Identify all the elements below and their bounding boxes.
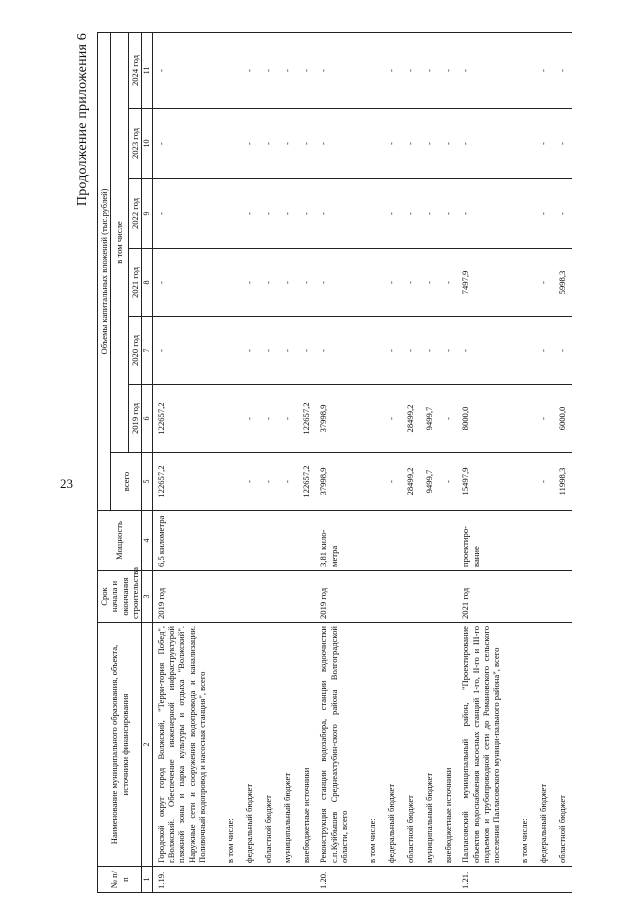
empty-cell (438, 867, 457, 893)
column-number: 7 (142, 317, 153, 385)
funding-row (419, 32, 438, 892)
spacer-cell (350, 317, 362, 385)
funding-row (438, 32, 457, 892)
spacer-cell (503, 317, 515, 385)
funding-year-value: - (553, 109, 572, 179)
funding-year-value: - (400, 317, 419, 385)
capital-investment-table (97, 32, 572, 893)
rotated-table-area (75, 33, 635, 893)
funding-year-value: - (239, 179, 258, 249)
table-body (152, 32, 571, 892)
funding-year-value: - (277, 249, 296, 317)
empty-cell (553, 511, 572, 571)
column-number: 8 (142, 249, 153, 317)
funding-year-value (515, 32, 534, 108)
empty-cell (296, 511, 315, 571)
funding-total (362, 453, 381, 511)
funding-total: 122657,2 (296, 453, 315, 511)
object-year-value: - (152, 179, 208, 249)
funding-year-value: - (258, 179, 277, 249)
table-header (98, 32, 153, 892)
funding-year-value (362, 32, 381, 108)
empty-cell (381, 511, 400, 571)
funding-source: федеральный бюджет (534, 623, 553, 867)
empty-cell (239, 867, 258, 893)
spacer-cell (503, 249, 515, 317)
object-row (152, 32, 208, 892)
spacer-cell (208, 511, 220, 571)
funding-year-value: - (438, 385, 457, 453)
object-row (315, 32, 350, 892)
object-year-value: - (315, 109, 350, 179)
empty-cell (534, 511, 553, 571)
object-dates: 2019 год (315, 571, 350, 623)
funding-row (362, 32, 381, 892)
funding-year-value (515, 385, 534, 453)
object-year-value: 122657,2 (152, 385, 208, 453)
funding-year-value: - (296, 109, 315, 179)
funding-year-value: - (400, 32, 419, 108)
spacer-cell (503, 109, 515, 179)
empty-cell (258, 867, 277, 893)
spacer-cell (350, 571, 362, 623)
funding-year-value: - (381, 109, 400, 179)
funding-year-value: - (534, 385, 553, 453)
object-year-value: - (457, 109, 502, 179)
funding-year-value (362, 385, 381, 453)
funding-year-value (515, 317, 534, 385)
spacer-cell (208, 317, 220, 385)
spacer-cell (208, 32, 220, 108)
column-number: 3 (142, 571, 153, 623)
funding-row (381, 32, 400, 892)
funding-year-value: - (239, 317, 258, 385)
funding-year-value: - (534, 109, 553, 179)
empty-cell (419, 511, 438, 571)
funding-row (258, 32, 277, 892)
funding-year-value: - (400, 249, 419, 317)
funding-total: - (534, 453, 553, 511)
funding-source: муниципальный бюджет (419, 623, 438, 867)
funding-year-value: - (400, 109, 419, 179)
funding-total: 9499,7 (419, 453, 438, 511)
funding-year-value: - (239, 249, 258, 317)
empty-cell (220, 571, 239, 623)
object-year-value: - (152, 317, 208, 385)
object-year-value: - (315, 317, 350, 385)
header-number: № п/п (98, 867, 142, 893)
object-year-value: - (152, 109, 208, 179)
funding-year-value: - (296, 317, 315, 385)
funding-year-value: - (553, 32, 572, 108)
spacer-cell (350, 385, 362, 453)
empty-cell (515, 511, 534, 571)
funding-total: 28499,2 (400, 453, 419, 511)
column-number: 4 (142, 511, 153, 571)
empty-cell (277, 571, 296, 623)
header-year: 2024 год (128, 32, 141, 108)
empty-cell (362, 511, 381, 571)
funding-year-value (362, 109, 381, 179)
empty-cell (515, 867, 534, 893)
column-number: 9 (142, 179, 153, 249)
funding-source: областной бюджет (400, 623, 419, 867)
object-year-value: 7497,9 (457, 249, 502, 317)
funding-source: в том числе: (515, 623, 534, 867)
funding-year-value: 6000,0 (553, 385, 572, 453)
funding-year-value: - (438, 109, 457, 179)
object-year-value: - (315, 32, 350, 108)
funding-year-value (220, 109, 239, 179)
header-capacity: Мощность (98, 511, 142, 571)
spacer-cell (350, 109, 362, 179)
funding-year-value: - (534, 32, 553, 108)
funding-year-value: - (553, 317, 572, 385)
object-number: 1.19. (152, 867, 208, 893)
funding-year-value: - (534, 249, 553, 317)
object-year-value: - (457, 179, 502, 249)
object-year-value: - (152, 249, 208, 317)
column-number: 5 (142, 453, 153, 511)
spacer-cell (350, 453, 362, 511)
object-year-value: - (315, 249, 350, 317)
funding-year-value: - (381, 317, 400, 385)
funding-year-value (362, 317, 381, 385)
object-number: 1.21. (457, 867, 502, 893)
funding-total: - (277, 453, 296, 511)
funding-year-value (220, 249, 239, 317)
empty-cell (296, 867, 315, 893)
funding-year-value: - (438, 249, 457, 317)
funding-source: внебюджетные источники (296, 623, 315, 867)
spacer-cell (503, 623, 515, 867)
empty-cell (400, 511, 419, 571)
spacer-cell (503, 571, 515, 623)
empty-cell (362, 867, 381, 893)
empty-cell (239, 571, 258, 623)
funding-row (239, 32, 258, 892)
spacer-cell (350, 249, 362, 317)
funding-year-value: - (239, 32, 258, 108)
funding-total: - (258, 453, 277, 511)
funding-year-value (220, 32, 239, 108)
funding-source: областной бюджет (258, 623, 277, 867)
funding-year-value: - (296, 32, 315, 108)
object-row (457, 32, 502, 892)
funding-year-value: - (419, 249, 438, 317)
object-total: 37998,9 (315, 453, 350, 511)
empty-cell (515, 571, 534, 623)
funding-total: - (381, 453, 400, 511)
funding-source: в том числе: (220, 623, 239, 867)
funding-year-value: - (553, 179, 572, 249)
funding-source: федеральный бюджет (381, 623, 400, 867)
object-year-value: 37998,9 (315, 385, 350, 453)
funding-year-value (220, 179, 239, 249)
object-capacity: 6,5 километра (152, 511, 208, 571)
funding-total: 11998,3 (553, 453, 572, 511)
funding-year-value: - (277, 109, 296, 179)
funding-year-value: - (381, 249, 400, 317)
continuation-title: Продолжение приложения 6 (75, 33, 90, 207)
funding-row (277, 32, 296, 892)
funding-year-value: - (258, 32, 277, 108)
spacer-cell (350, 32, 362, 108)
spacer-cell (503, 867, 515, 893)
funding-total (515, 453, 534, 511)
header-year: 2021 год (128, 249, 141, 317)
funding-row (220, 32, 239, 892)
column-number: 11 (142, 32, 153, 108)
empty-cell (220, 867, 239, 893)
funding-row (553, 32, 572, 892)
object-name: Реконструкция станции водозабора, станции водоочистки с.п.Куйбышев Среднеахтубин-ского района Волгоградской области, всего (315, 623, 350, 867)
funding-source: муниципальный бюджет (277, 623, 296, 867)
funding-year-value: 9499,7 (419, 385, 438, 453)
funding-year-value (515, 249, 534, 317)
spacer-row (350, 32, 362, 892)
spacer-cell (208, 453, 220, 511)
funding-year-value: - (419, 109, 438, 179)
funding-year-value (362, 249, 381, 317)
object-name: Палласовский муниципальный район, "Проектирование объектов водоснабжения насосных станций 1-го, II-го и III-го подъемов и трубопроводной сети до Романовского сельского поселения Палласовского муници-пального района", всего (457, 623, 502, 867)
spacer-cell (208, 385, 220, 453)
funding-source: в том числе: (362, 623, 381, 867)
funding-year-value: - (438, 317, 457, 385)
empty-cell (258, 511, 277, 571)
funding-year-value: - (534, 179, 553, 249)
funding-year-value: - (381, 179, 400, 249)
empty-cell (438, 571, 457, 623)
object-capacity: проектиро-вание (457, 511, 502, 571)
empty-cell (381, 867, 400, 893)
object-total: 15497,9 (457, 453, 502, 511)
funding-year-value: 5998,3 (553, 249, 572, 317)
empty-cell (553, 571, 572, 623)
header-year: 2019 год (128, 385, 141, 453)
spacer-cell (503, 453, 515, 511)
header-name: Наименование муниципального образования, объекта, источники финансирования (98, 623, 142, 867)
object-capacity: 3,81 кило-метра (315, 511, 350, 571)
spacer-cell (208, 571, 220, 623)
spacer-cell (208, 623, 220, 867)
funding-year-value: - (296, 249, 315, 317)
funding-total: - (239, 453, 258, 511)
funding-source: областной бюджет (553, 623, 572, 867)
empty-cell (239, 511, 258, 571)
spacer-cell (503, 385, 515, 453)
funding-year-value: - (277, 32, 296, 108)
empty-cell (534, 571, 553, 623)
empty-cell (534, 867, 553, 893)
object-year-value: - (457, 317, 502, 385)
empty-cell (419, 867, 438, 893)
object-year-value: 8000,0 (457, 385, 502, 453)
column-number: 10 (142, 109, 153, 179)
empty-cell (400, 571, 419, 623)
funding-total: - (438, 453, 457, 511)
funding-year-value (362, 179, 381, 249)
object-number: 1.20. (315, 867, 350, 893)
empty-cell (553, 867, 572, 893)
spacer-cell (503, 179, 515, 249)
funding-year-value: - (296, 179, 315, 249)
object-name: Городской округ город Волжский, "Терри-тория Побед", г.Волжский. Обеспечение инженерной инфраструктурой пляжной зоны и парка культуры и отдыха "Волжский". Наружные сети и сооружения водопровода и канализации. Поливочный водопровод и насосная станция", всего (152, 623, 208, 867)
object-year-value: - (315, 179, 350, 249)
funding-year-value: - (419, 317, 438, 385)
funding-source: федеральный бюджет (239, 623, 258, 867)
funding-year-value: - (400, 179, 419, 249)
funding-total (220, 453, 239, 511)
empty-cell (438, 511, 457, 571)
empty-cell (381, 571, 400, 623)
funding-year-value: - (419, 32, 438, 108)
funding-year-value: - (258, 249, 277, 317)
funding-row (400, 32, 419, 892)
funding-year-value (220, 317, 239, 385)
empty-cell (400, 867, 419, 893)
funding-year-value: - (381, 385, 400, 453)
spacer-cell (350, 179, 362, 249)
page-number: 23 (60, 476, 73, 491)
column-number: 2 (142, 623, 153, 867)
column-number: 1 (142, 867, 153, 893)
funding-year-value: - (277, 317, 296, 385)
funding-row (296, 32, 315, 892)
empty-cell (419, 571, 438, 623)
spacer-cell (350, 511, 362, 571)
funding-year-value: - (381, 32, 400, 108)
empty-cell (296, 571, 315, 623)
spacer-cell (503, 511, 515, 571)
funding-year-value: - (258, 109, 277, 179)
object-year-value: - (152, 32, 208, 108)
funding-year-value: 122657,2 (296, 385, 315, 453)
funding-year-value: - (258, 385, 277, 453)
funding-year-value: - (258, 317, 277, 385)
header-volume: Объемы капитальных вложений (тыс.рублей) (98, 32, 111, 510)
spacer-cell (350, 623, 362, 867)
funding-year-value (220, 385, 239, 453)
spacer-cell (208, 179, 220, 249)
spacer-cell (208, 867, 220, 893)
spacer-row (208, 32, 220, 892)
empty-cell (277, 867, 296, 893)
funding-year-value: - (239, 385, 258, 453)
funding-year-value: - (277, 179, 296, 249)
object-dates: 2021 год (457, 571, 502, 623)
header-year: 2022 год (128, 179, 141, 249)
funding-row (515, 32, 534, 892)
spacer-cell (208, 109, 220, 179)
funding-year-value: - (239, 109, 258, 179)
funding-year-value: - (438, 179, 457, 249)
empty-cell (258, 571, 277, 623)
header-year: 2020 год (128, 317, 141, 385)
funding-year-value (515, 179, 534, 249)
object-dates: 2019 год (152, 571, 208, 623)
spacer-cell (208, 249, 220, 317)
funding-year-value: - (438, 32, 457, 108)
header-total: всего (111, 453, 142, 511)
funding-year-value: - (534, 317, 553, 385)
empty-cell (220, 511, 239, 571)
header-including: в том числе (111, 32, 129, 452)
spacer-cell (350, 867, 362, 893)
header-year: 2023 год (128, 109, 141, 179)
header-dates: Срок начала и окончания строительства (98, 571, 142, 623)
funding-year-value: - (277, 385, 296, 453)
empty-cell (277, 511, 296, 571)
funding-year-value: 28499,2 (400, 385, 419, 453)
object-year-value: - (457, 32, 502, 108)
empty-cell (362, 571, 381, 623)
column-number: 6 (142, 385, 153, 453)
funding-year-value: - (419, 179, 438, 249)
object-total: 122657,2 (152, 453, 208, 511)
funding-row (534, 32, 553, 892)
spacer-cell (503, 32, 515, 108)
spacer-row (503, 32, 515, 892)
funding-source: внебюджетные источники (438, 623, 457, 867)
funding-year-value (515, 109, 534, 179)
